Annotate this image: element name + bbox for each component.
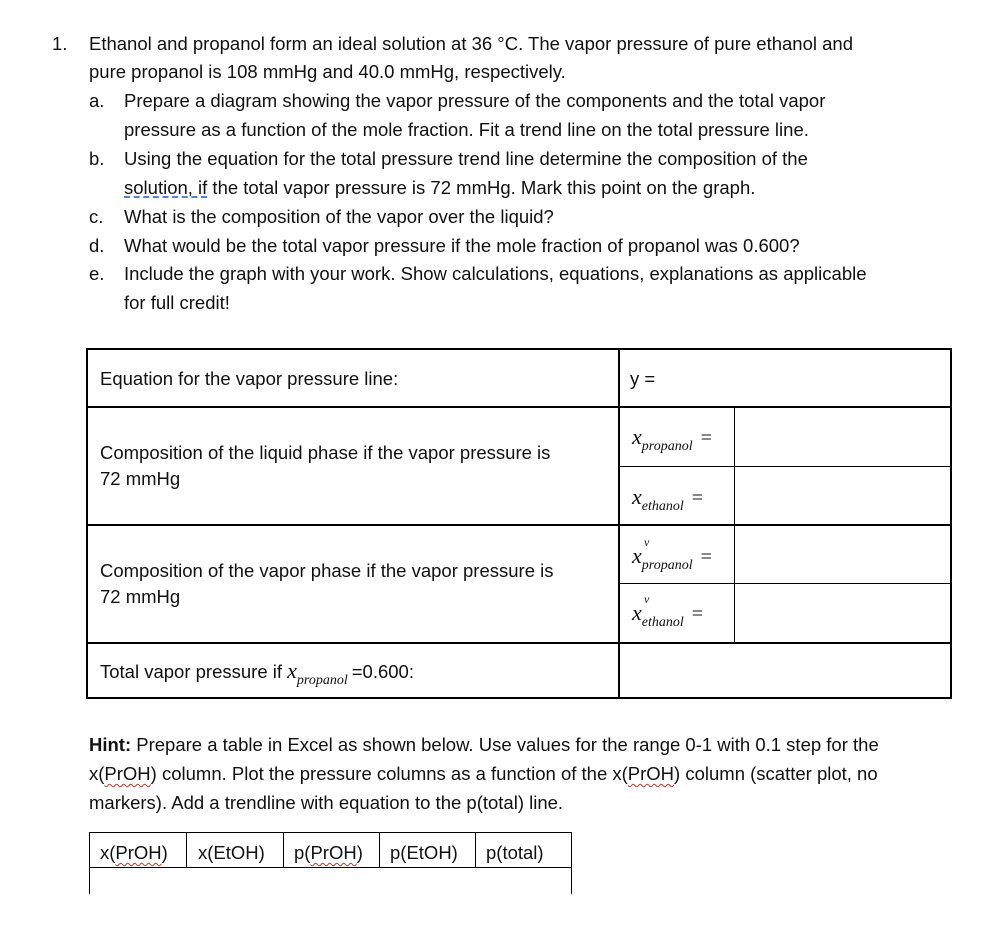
excel-col-divider-3 [379,832,380,868]
part-b-underlined-text: solution, if [124,177,208,198]
row4-label: Total vapor pressure if $x_{propanol} =0.600$: [100,658,414,688]
part-b-line2-rest: the total vapor pressure is 72 mmHg. Mark this point on the graph. [207,177,756,198]
part-b-line1: Using the equation for the total pressure trend line determine the composition of the [124,148,808,169]
excel-header-x-proh: x(PrOH) [100,842,168,863]
x-ethanol-vapor: x v $_{ethanol}$ = [632,592,704,630]
excel-header-p-total: p(total) [486,842,544,863]
hint-line3: markers). Add a trendline with equation to the p(total) line. [89,792,564,813]
excel-header-x-etoh: x(EtOH) [198,842,265,863]
part-e-line1: Include the graph with your work. Show calculations, equations, explanations as applicable [124,263,867,284]
excel-col-divider-2 [283,832,284,868]
excel-table-top [89,832,572,833]
row2-label-line2: 72 mmHg [100,468,181,489]
row1-equation-prefix: y = [630,368,656,389]
excel-table-right [571,832,572,894]
answer-cell-x-ethanol[interactable] [736,468,948,522]
hint-line1: Hint: Prepare a table in Excel as shown below. Use values for the range 0-1 with 0.1 step for the [89,734,879,755]
row1-label: Equation for the vapor pressure line: [100,368,399,389]
answer-cell-x-propanol[interactable] [736,408,948,464]
x-propanol-vapor: x v $_{propanol}$ = [632,535,712,573]
part-d-label: d. [89,235,105,256]
part-b-line2 [124,176,755,200]
table-subrow-divider-liquid [618,466,952,467]
row3-label-line1: Composition of the vapor phase if the vapor pressure is [100,560,554,581]
answer-cell-total-pressure[interactable] [620,644,948,696]
part-c-label: c. [89,206,104,227]
part-d-line1: What would be the total vapor pressure if the mole fraction of propanol was 0.600? [124,235,800,256]
excel-table-left [89,832,90,894]
table-subrow-divider-vapor [618,583,952,584]
hint-line2: x(PrOH) column. Plot the pressure columns as a function of the x(PrOH) column (scatter plot, no [89,763,878,784]
table-subcolumn-divider [734,406,735,643]
excel-header-p-proh: p(PrOH) [294,842,363,863]
question-intro-line2: pure propanol is 108 mmHg and 40.0 mmHg, respectively. [89,61,566,82]
excel-header-p-etoh: p(EtOH) [390,842,458,863]
question-intro-line1: Ethanol and propanol form an ideal solution at 36 °C. The vapor pressure of pure ethanol and [89,33,854,54]
x-ethanol-liquid: $x_{ethanol}$ = [632,484,704,514]
part-a-line1: Prepare a diagram showing the vapor pressure of the components and the total vapor [124,90,826,111]
answer-cell-xv-ethanol[interactable] [736,585,948,641]
excel-table-header-bottom [89,867,572,868]
x-propanol-liquid: $x_{propanol}$ = [632,424,712,454]
question-number: 1. [52,33,68,54]
part-b-label: b. [89,148,105,169]
excel-col-divider-1 [186,832,187,868]
part-e-line2: for full credit! [124,292,230,313]
part-e-label: e. [89,263,105,284]
table-border-bottom [86,697,952,699]
part-a-label: a. [89,90,105,111]
part-c-line1: What is the composition of the vapor over the liquid? [124,206,554,227]
part-a-line2: pressure as a function of the mole fraction. Fit a trend line on the total pressure line. [124,119,809,140]
answer-cell-xv-propanol[interactable] [736,526,948,582]
row3-label-line2: 72 mmHg [100,586,181,607]
table-border-top [86,348,952,350]
excel-col-divider-4 [475,832,476,868]
row2-label-line1: Composition of the liquid phase if the vapor pressure is [100,442,551,463]
